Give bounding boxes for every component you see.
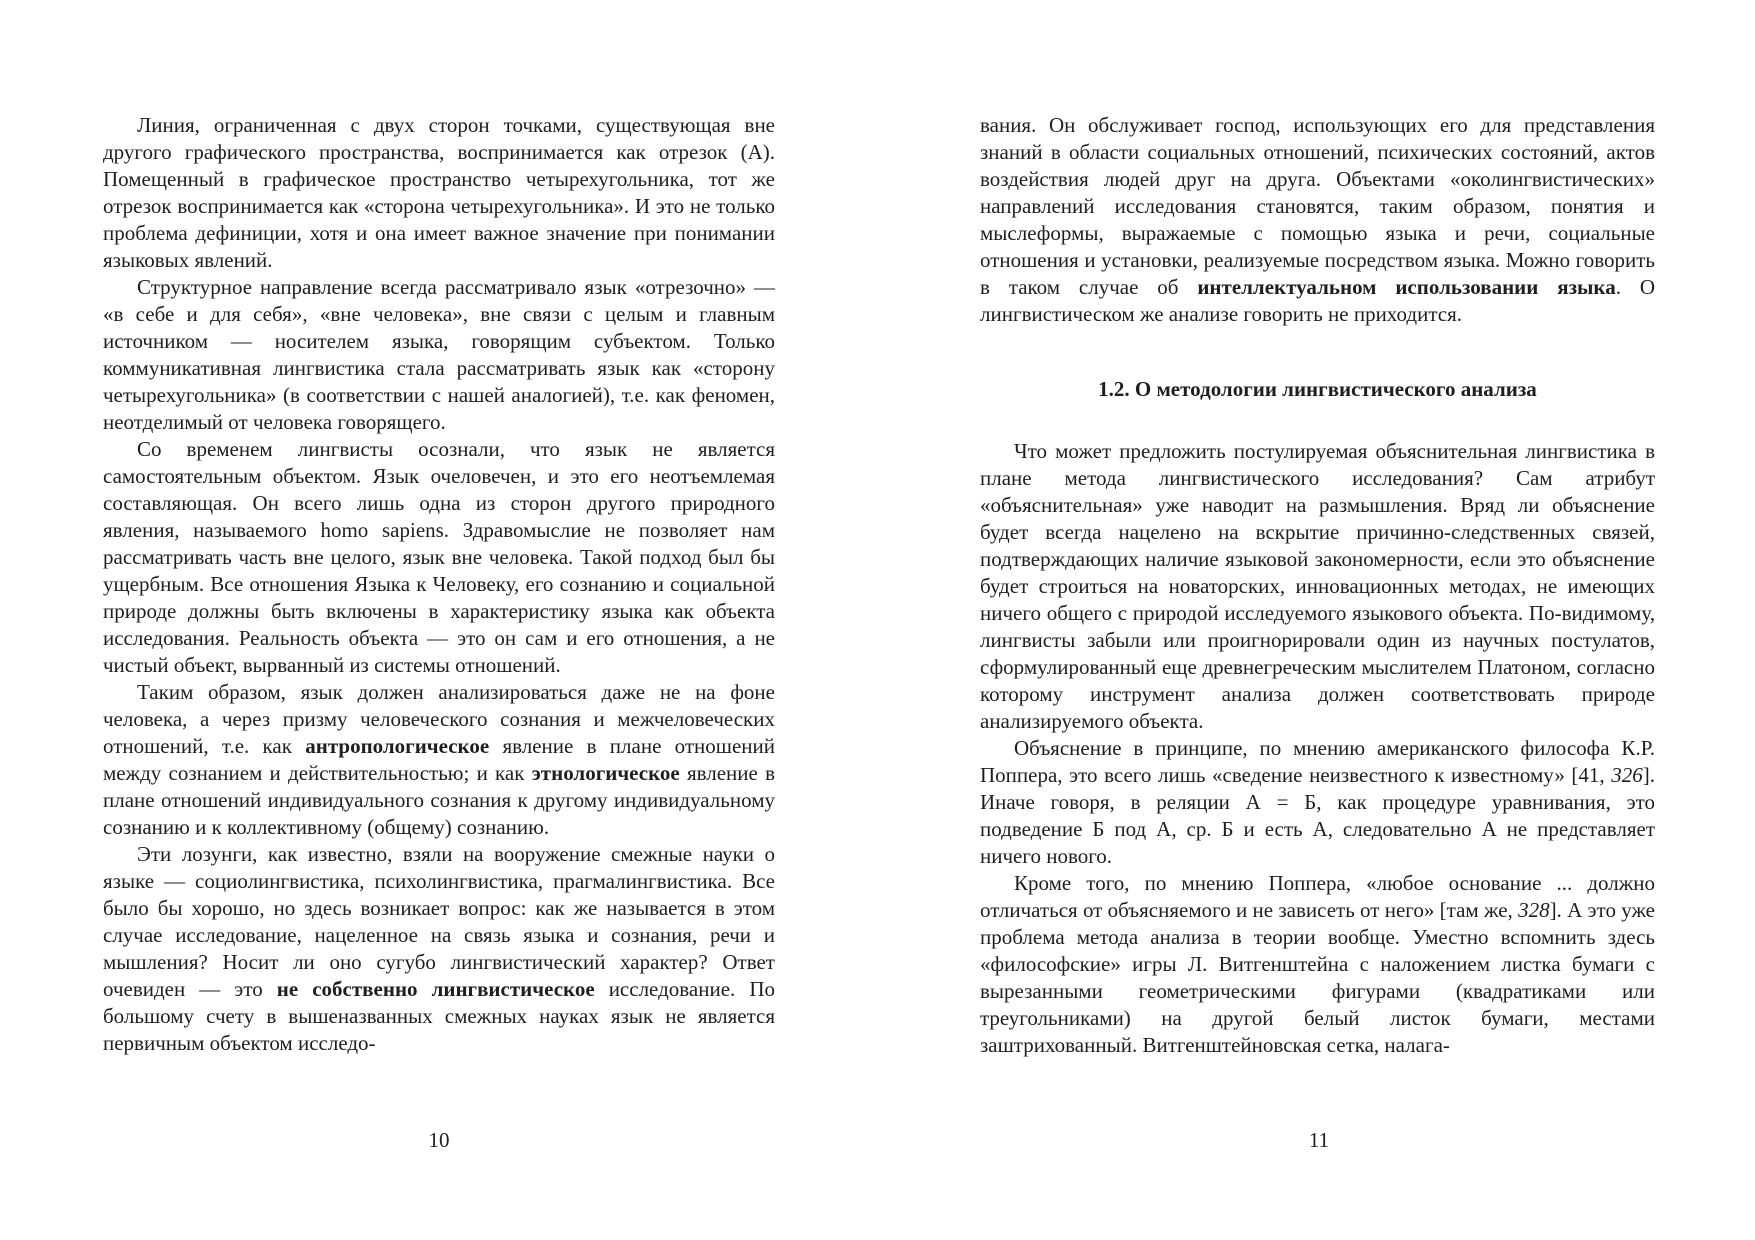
text-run: Что может предложить постулируемая объяснительная лингвистика в плане метода лингвистического исследования? Сам атрибут «объяснительная» уже наводит на размышления. Вряд ли объяснение будет всегда нацелено на вскрытие причинно-следственных связей, подтверждающих наличие языковой закономерности, если это объяснение будет строиться на новаторских, инновационных методах, не имеющих ничего общего с природой исследуемого языкового объекта. По-видимому, лингвисты забыли или проигнорировали один из научных постулатов, сформулированный еще древнегреческим мыслителем Платоном, согласно которому инструмент анализа должен соответствовать природе анализируемого объекта. — [980, 439, 1655, 733]
text-run: Кроме того, по мнению Поппера, «любое основание ... должно отличаться от объясняемого и не зависеть от него» [там же, — [980, 871, 1655, 922]
paragraph — [980, 870, 1655, 1059]
text-run: Со временем лингвисты осознали, что язык не является самостоятельным объектом. Язык очеловечен, и это его неотъемлемая составляющая. Он всего лишь одна из сторон другого природного явления, называемого homo sapiens. Здравомыслие не позволяет нам рассматривать часть вне целого, язык вне человека. Такой подход был бы ущербным. Все отношения Языка к Человеку, его сознанию и социальной природе должны быть включены в характеристику языка как объекта исследования. Реальность объекта — это он сам и его отношения, а не чистый объект, вырванный из системы отношений. — [103, 437, 775, 677]
bold-term: этнологическое — [531, 761, 680, 785]
text-run: Объяснение в принципе, по мнению американского философа К.Р. Поппера, это всего лишь «сведение неизвестного к известному» [41, — [980, 736, 1655, 787]
page-number-left: 10 — [428, 1128, 450, 1152]
paragraph — [980, 438, 1655, 735]
left-page — [103, 112, 775, 1057]
left-page-body — [103, 112, 775, 1057]
paragraph — [980, 112, 1655, 328]
page-number-right: 11 — [1308, 1128, 1330, 1152]
text-run: явление в плане отношений между сознанием и действительностью; и как — [103, 734, 776, 785]
paragraph — [103, 274, 775, 436]
paragraph — [103, 436, 775, 679]
text-run: явление в плане отношений индивидуального сознания к другому индивидуальному сознанию и к коллективному (общему) сознанию. — [103, 761, 776, 839]
section-heading: 1.2. О методологии лингвистического анализа — [1098, 377, 1537, 401]
text-run: . О лингвистическом же анализе говорить не приходится. — [980, 275, 1656, 326]
text-run: Эти лозунги, как известно, взяли на вооружение смежные науки о языке — социолингвистика, психолингвистика, прагмалингвистика. Все было бы хорошо, но здесь возникает вопрос: как же называется в этом случае исследование, нацеленное на связь языка и сознания, речи и мышления? Носит ли оно сугубо лингвистический характер? Ответ очевиден — это — [103, 842, 775, 1001]
bold-term: не собственно лингвистическое — [276, 977, 595, 1001]
right-page-body-top — [980, 112, 1655, 328]
text-run: Линия, ограниченная с двух сторон точками, существующая вне другого графического пространства, воспринимается как отрезок (А). Помещенный в графическое пространство четырехугольника, тот же отрезок воспринимается как «сторона четырехугольника». И это не только проблема дефиниции, хотя и она имеет важное значение при понимании языковых явлений. — [103, 113, 775, 272]
text-run: Структурное направление всегда рассматривало язык «отрезочно» — «в себе и для себя», «вне человека», вне связи с целым и главным источником — носителем языка, говорящим субъектом. Только коммуникативная лингвистика стала рассматривать язык как «сторону четырехугольника» (в соответствии с нашей аналогией), т.е. как феномен, неотделимый от человека говорящего. — [103, 275, 775, 434]
bold-term: антропологическое — [305, 734, 490, 758]
paragraph — [103, 679, 775, 841]
text-run: Таким образом, язык должен анализироваться даже не на фоне человека, а через призму человеческого сознания и межчеловеческих отношений, т.е. как — [103, 680, 775, 758]
text-run: вания. Он обслуживает господ, использующих его для представления знаний в области социальных отношений, психических состояний, актов воздействия людей друг на друга. Объектами «околингвистических» направлений исследования становятся, таким образом, понятия и мыслеформы, выражаемые с помощью языка и речи, социальные отношения и установки, реализуемые посредством языка. Можно говорить в таком случае об — [980, 113, 1655, 299]
bold-term: интеллектуальном использовании языка — [1197, 275, 1616, 299]
italic-ref: 328 — [1518, 898, 1550, 922]
paragraph — [103, 112, 775, 274]
text-run: ]. Иначе говоря, в реляции А = Б, как процедуре уравнивания, это подведение Б под А, ср. Б и есть А, следовательно А не представляет ничего нового. — [980, 763, 1655, 868]
right-page-body-bottom — [980, 438, 1655, 1059]
text-run: ]. А это уже проблема метода анализа в теории вообще. Уместно вспомнить здесь «философские» игры Л. Витгенштейна с наложением листка бумаги с вырезанными геометрическими фигурами (квадратиками или треугольниками) на другой белый листок бумаги, местами заштрихованный. Витгенштейновская сетка, налага- — [980, 898, 1655, 1057]
right-page — [980, 112, 1655, 1059]
italic-ref: 326 — [1611, 763, 1643, 787]
text-run: исследование. По большому счету в вышеназванных смежных науках язык не является первичным объектом исследо- — [103, 977, 775, 1055]
paragraph — [980, 735, 1655, 870]
paragraph — [103, 841, 775, 1057]
